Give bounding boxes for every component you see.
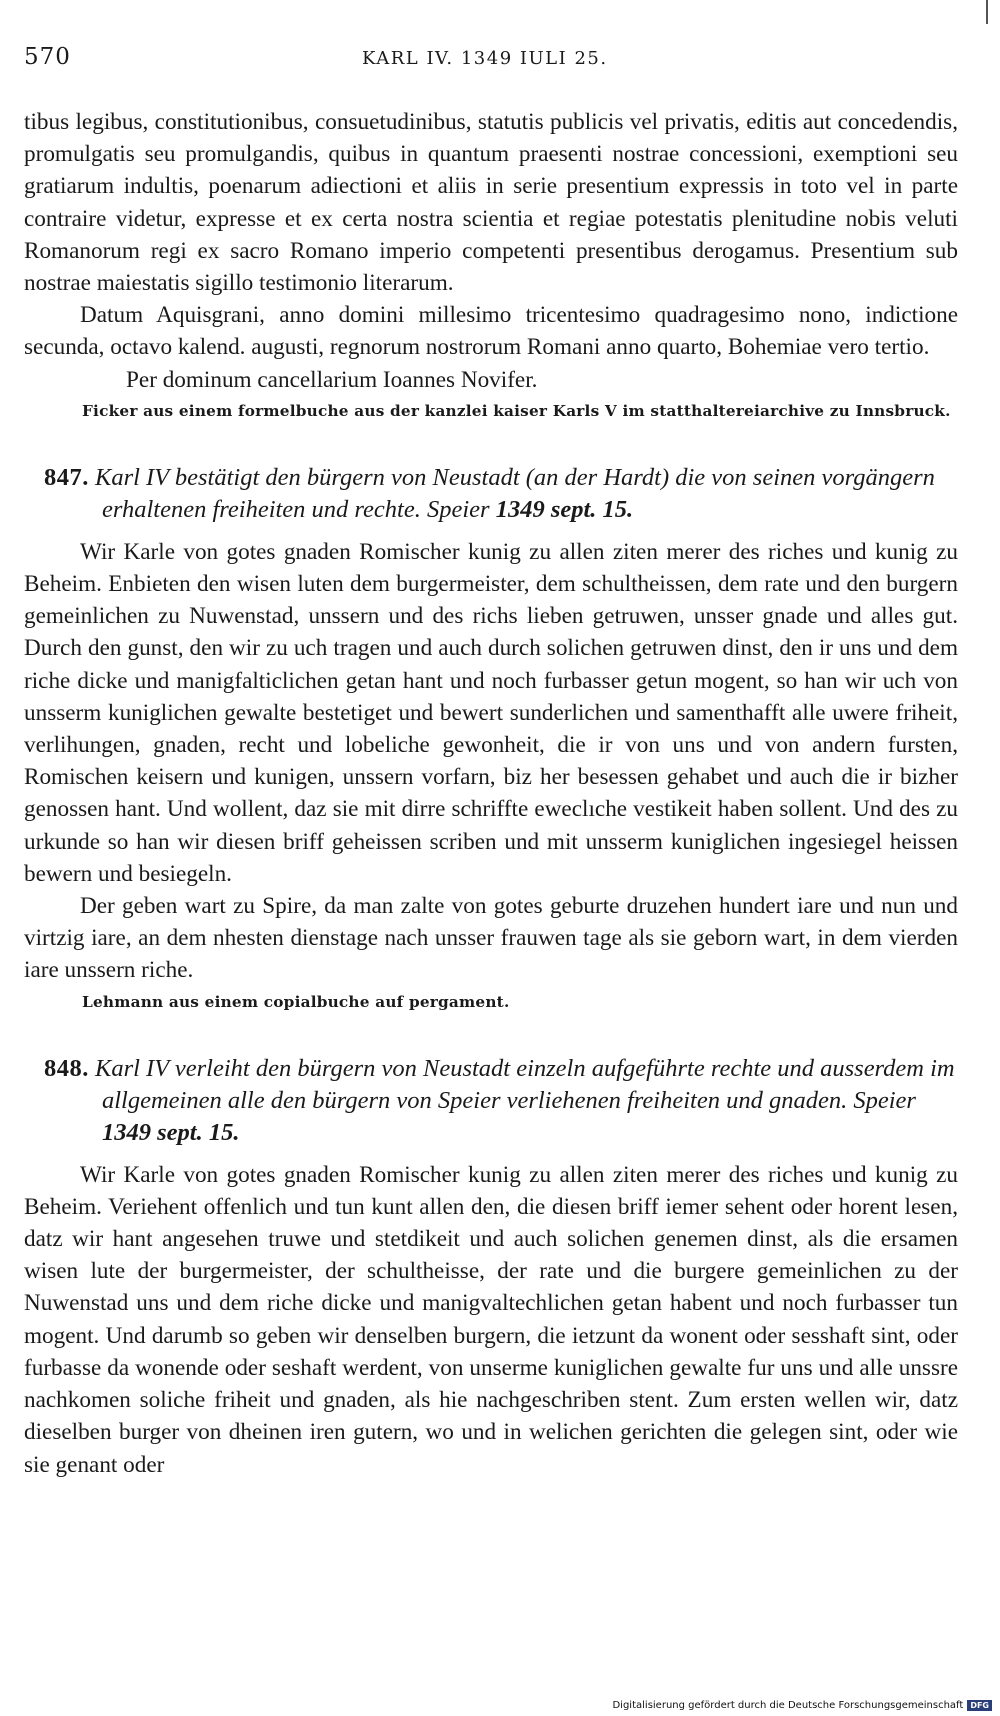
document-number: 848. [44, 1054, 89, 1082]
body-paragraph: Wir Karle von gotes gnaden Romischer kunig zu allen ziten merer des riches und kunig zu Beheim. Enbieten den wisen luten dem burgermeister, dem schultheissen, dem rate und den burgern gemeinlichen zu Nuwenstad, unssern und des richs lieben getruwen, unsser gnade und alles gut. Durch den gunst, den wir zu uch tragen und auch durch solichen getruwen dinst, den ir uns und dem riche dicke und manigfalticlichen getan hant und noch furbasser getun mogent, so han wir uch von unsserm kuniglichen gewalte bestetiget und bewert sunderlichen und samenthafft alle uwere friheit, verlihungen, gnaden, recht und lobeliche gewonheit, die ir von uns und von andern fursten, Romischen keisern und kunigen, unssern vorfarn, biz her besessen gehabet und auch die ir bizher genossen hant. Und wollent, daz sie mit dirre schriffte eweclıche vestikeit haben sollent. Und des zu urkunde so han wir diesen briff geheissen scriben und mit unsserm kuniglichen ingesiegel heissen bewern und besiegeln. [24, 538, 958, 887]
page-number: 570 [24, 44, 71, 70]
document-heading-848 [24, 1053, 958, 1149]
continuation-section [24, 106, 958, 396]
document-date: 1349 sept. 15. [495, 495, 634, 523]
closing-line: Per dominum cancellarium Ioannes Novifer. [126, 366, 538, 393]
document-date: 1349 sept. 15. [102, 1118, 240, 1146]
document-body-848 [24, 1159, 958, 1481]
datum-paragraph: Datum Aquisgrani, anno domini millesimo tricentesimo quadragesimo nono, indictione secunda, octavo kalend. augusti, regnorum nostrorum Romani anno quarto, Bohemiae vero tertio. [24, 302, 958, 361]
document-number: 847. [44, 463, 89, 491]
source-note: Lehmann aus einem copialbuche auf pergament. [82, 992, 510, 1011]
running-head: KARL IV. 1349 IULI 25. [362, 48, 608, 69]
credit-text: Digitalisierung gefördert durch die Deutsche Forschungsgemeinschaft [612, 1700, 964, 1711]
digitization-credit [612, 1700, 992, 1711]
body-paragraph: Der geben wart zu Spire, da man zalte von gotes geburte druzehen hundert iare und nun und virtzig iare, an dem nhesten dienstage nach unsser frauwen tage als sie geborn wart, in dem vierden iare unssern riche. [24, 893, 958, 984]
document-title: Karl IV verleiht den bürgern von Neustadt einzeln aufgeführte rechte und ausserdem im allgemeinen alle den bürgern von Speier verliehenen freiheiten und gnaden. Speier [95, 1054, 955, 1114]
source-note: Ficker aus einem formelbuche aus der kanzlei kaiser Karls V im statthaltereiarchive zu Innsbruck. [82, 401, 951, 420]
dfg-logo: DFG [967, 1700, 992, 1711]
document-title: Karl IV bestätigt den bürgern von Neustadt (an der Hardt) die von seinen vorgängern erhaltenen freiheiten und rechte. Speier [95, 463, 935, 523]
body-paragraph: Wir Karle von gotes gnaden Romischer kunig zu allen ziten merer des riches und kunig zu Beheim. Veriehent offenlich und tun kunt allen den, die diesen briff iemer sehent oder horent lesen, datz wir hant angesehen truwe und stetdikeit und auch solichen genemen dinst, als die ersamen wisen lute der burgermeister, der schultheisse, der rate und die burgere gemeinlichen zu der Nuwenstad uns und dem riche dicke und manigvaltechlichen getan habent und noch furbasser tun mogent. Und darumb so geben wir denselben burgern, die ietzunt da wonent oder sesshaft sint, oder furbasse da wonende oder seshaft werdent, von unserme kuniglichen gewalte fur uns und alle unssre nachkomen soliche friheit und gnaden, als hie nachgeschriben stent. Zum ersten wellen wir, datz dieselben burger von dheinen iren gutern, wo und in welichen gerichten die gelegen sint, oder wie sie genant oder [24, 1161, 958, 1478]
binding-mark [986, 0, 988, 24]
page-header [24, 44, 958, 84]
continuation-paragraph: tibus legibus, constitutionibus, consuetudinibus, statutis publicis vel privatis, editis aut concedendis, promulgatis seu promulgandis, quibus in quantum praesenti nostrae concessioni, exemptioni seu gratiarum indultis, poenarum adiectioni et aliis in serie presentium expressis in toto vel in parte contraire videtur, expresse et ex certa nostra scientia et regiae potestatis plenitudine nobis veluti Romanorum regi ex sacro Romano imperio competenti presentibus derogamus. Presentium sub nostrae maiestatis sigillo testimonio literarum. [24, 109, 958, 297]
document-body-847 [24, 536, 958, 987]
document-heading-847 [24, 462, 958, 526]
